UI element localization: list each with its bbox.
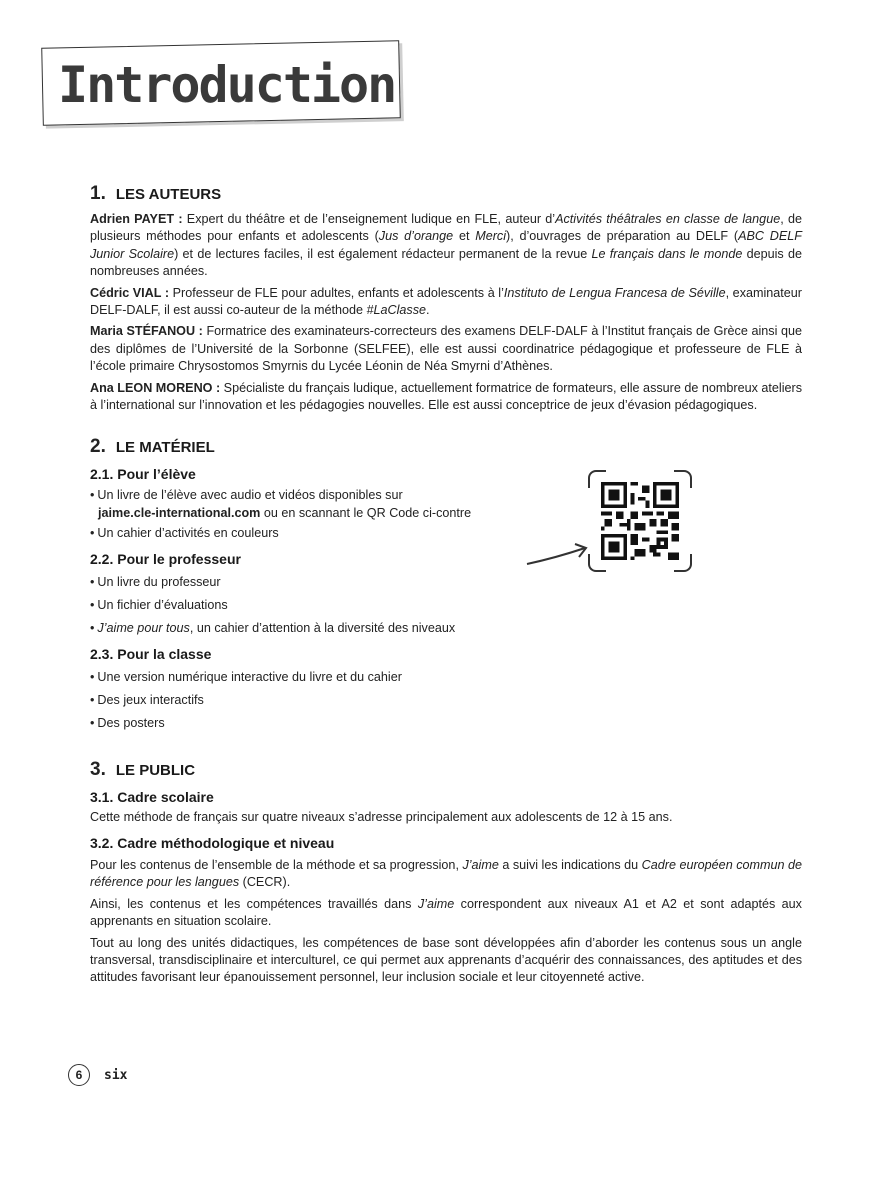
paragraph: Ainsi, les contenus et les compétences travaillés dans J’aime correspondent aux niveaux A1 et A2 et sont adaptés aux apprenants en situation scolaire.	[90, 896, 802, 929]
website-link[interactable]: jaime.cle-international.com	[98, 506, 261, 521]
section-number: 1.	[90, 183, 106, 204]
author-paragraph: Cédric VIAL : Professeur de FLE pour adultes, enfants et adolescents à l’Instituto de Lengua Francesa de Séville, examinateur DELF-DALF, il est aussi co-auteur de la méthode #LaClasse.	[90, 285, 802, 318]
list-item: • Un livre de l’élève avec audio et vidéos disponibles sur jaime.cle-international.com ou en scannant le QR Code ci-contre	[90, 488, 472, 521]
bullet-list	[90, 571, 802, 640]
qr-code-icon[interactable]	[601, 482, 679, 560]
page-number-word: six	[104, 1067, 128, 1083]
author-name: Ana LEON MORENO :	[90, 380, 221, 395]
paragraph: Pour les contenus de l’ensemble de la méthode et sa progression, J’aime a suivi les indications du Cadre européen commun de référence pour les langues (CECR).	[90, 857, 802, 890]
subsection-title: 2.1. Pour l’élève	[90, 466, 196, 483]
section-title: LE PUBLIC	[115, 762, 196, 780]
author-name: Adrien PAYET :	[90, 212, 183, 226]
list-item: • Un fichier d’évaluations	[90, 598, 228, 613]
author-paragraph: Maria STÉFANOU : Formatrice des examinateurs-correcteurs des examens DELF-DALF à l’Institut français de Grèce ainsi que des diplômes de l’Université de la Sorbonne (SELFEE), elle est aussi coordinatrice pédagogique et professeure de FLE à l’école primaire Chrysostomos Smyrnis du Lycée Léonin de Néa Smyrni d’Athènes.	[90, 324, 802, 374]
list-item: • Des posters	[90, 716, 165, 731]
list-item: • Un cahier d’activités en couleurs	[90, 526, 279, 541]
page-number: 6	[68, 1064, 90, 1086]
list-item: • J’aime pour tous, un cahier d’attention à la diversité des niveaux	[90, 621, 456, 636]
list-item: • Des jeux interactifs	[90, 693, 204, 708]
bullet-list	[90, 486, 802, 545]
page-title: Introduction	[58, 56, 396, 114]
bullet-list	[90, 666, 802, 735]
section-number: 2.	[90, 436, 106, 458]
subsection-title: 3.1. Cadre scolaire	[90, 789, 214, 806]
main-content	[90, 183, 802, 991]
section-title: LES AUTEURS	[115, 186, 222, 203]
section-authors-heading	[90, 183, 802, 205]
author-paragraph: Adrien PAYET : Expert du théâtre et de l’enseignement ludique en FLE, auteur d’Activités théâtrales en classe de langue, de plusieurs méthodes pour enfants et adolescents (Jus d’orange et Merci), d’ouvrages de préparation au DELF (ABC DELF Junior Scolaire) et de lectures faciles, il est également rédacteur permanent de la revue Le français dans le monde depuis de nombreuses années.	[90, 212, 803, 279]
section-material-heading	[90, 436, 802, 458]
list-item: • Un livre du professeur	[90, 575, 221, 590]
author-name: Maria STÉFANOU :	[90, 324, 203, 339]
paragraph: Cette méthode de français sur quatre niveaux s’adresse principalement aux adolescents de 12 à 15 ans.	[90, 810, 673, 825]
section-number: 3.	[90, 759, 106, 781]
section-public-heading	[90, 759, 802, 781]
page-footer	[68, 1064, 127, 1086]
subsection-title: 3.2. Cadre méthodologique et niveau	[90, 834, 335, 851]
qr-code-frame	[588, 470, 692, 572]
author-paragraph: Ana LEON MORENO : Spécialiste du français ludique, actuellement formatrice de formateurs, elle assure de nombreux ateliers à l’international sur l’innovation et les pédagogies nouvelles. Elle est aussi conceptrice de jeux d’évasion pédagogiques.	[90, 380, 802, 413]
section-title: LE MATÉRIEL	[115, 439, 215, 457]
author-name: Cédric VIAL :	[90, 285, 170, 300]
subsection-title: 2.3. Pour la classe	[90, 646, 212, 663]
arrow-icon	[525, 540, 595, 570]
list-item: • Une version numérique interactive du livre et du cahier	[90, 670, 402, 685]
paragraph: Tout au long des unités didactiques, les compétences de base sont développées afin d’aborder les contenus sous un angle transversal, transdisciplinaire et interculturel, ce qui permet aux apprenants d’acquérir des connaissances, des aptitudes et des attitudes favorisant leur épanouissement personnel, leur inclusion sociale et leur citoyenneté active.	[90, 935, 802, 985]
subsection-title: 2.2. Pour le professeur	[90, 551, 241, 568]
